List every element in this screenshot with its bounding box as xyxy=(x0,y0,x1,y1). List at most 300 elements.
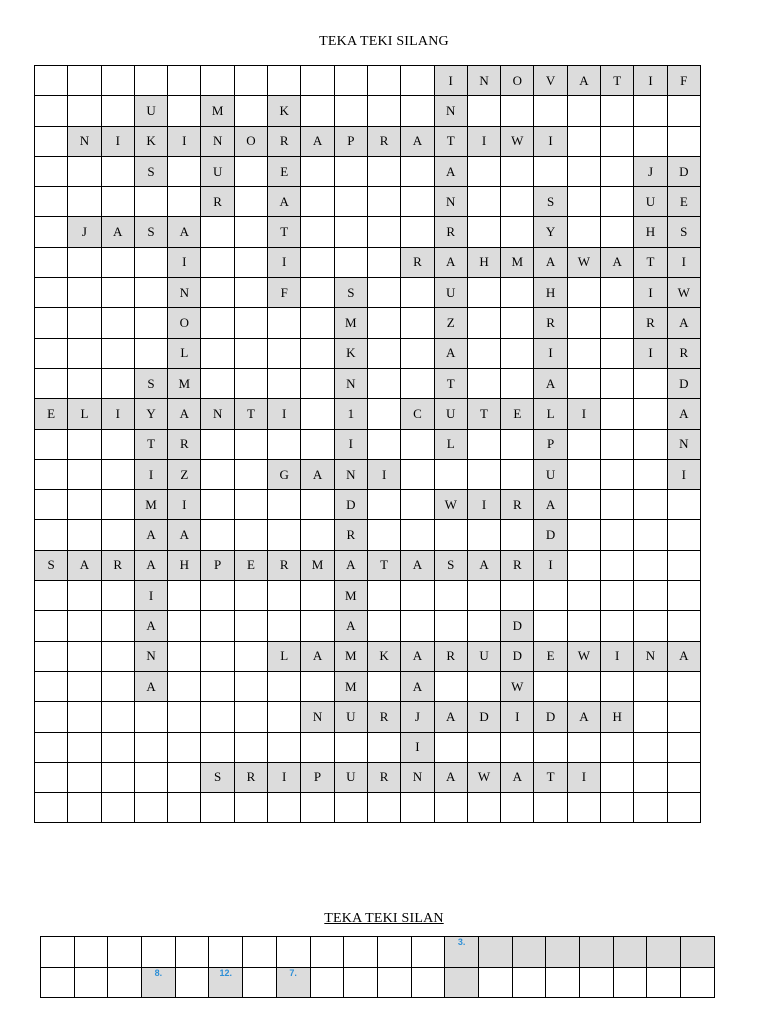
empty-cell[interactable] xyxy=(142,937,176,968)
letter-cell[interactable]: A xyxy=(534,490,567,520)
letter-cell[interactable]: W xyxy=(567,641,600,671)
empty-cell[interactable] xyxy=(601,611,634,641)
empty-cell[interactable] xyxy=(634,732,667,762)
empty-cell[interactable] xyxy=(68,732,101,762)
empty-cell[interactable] xyxy=(234,66,267,96)
empty-cell[interactable] xyxy=(35,581,68,611)
empty-cell[interactable] xyxy=(101,581,134,611)
letter-cell[interactable]: D xyxy=(467,702,500,732)
empty-cell[interactable] xyxy=(101,702,134,732)
letter-cell[interactable]: R xyxy=(334,520,367,550)
empty-cell[interactable] xyxy=(101,338,134,368)
empty-cell[interactable] xyxy=(501,278,534,308)
letter-cell[interactable]: M xyxy=(134,490,167,520)
letter-cell[interactable]: A xyxy=(168,217,201,247)
empty-cell[interactable] xyxy=(647,967,681,998)
letter-cell[interactable]: T xyxy=(434,126,467,156)
empty-cell[interactable] xyxy=(268,66,301,96)
clue-number-cell[interactable]: 7. xyxy=(276,967,310,998)
empty-cell[interactable] xyxy=(35,490,68,520)
empty-cell[interactable] xyxy=(501,308,534,338)
empty-cell[interactable] xyxy=(567,459,600,489)
empty-cell[interactable] xyxy=(601,308,634,338)
empty-cell[interactable] xyxy=(68,490,101,520)
empty-cell[interactable] xyxy=(268,368,301,398)
letter-cell[interactable]: T xyxy=(367,550,400,580)
letter-cell[interactable]: U xyxy=(134,96,167,126)
letter-cell[interactable]: U xyxy=(534,459,567,489)
empty-cell[interactable] xyxy=(301,793,334,823)
empty-cell[interactable] xyxy=(667,671,700,701)
empty-cell[interactable] xyxy=(367,187,400,217)
empty-cell[interactable] xyxy=(367,581,400,611)
letter-cell[interactable]: A xyxy=(501,762,534,792)
empty-cell[interactable] xyxy=(344,937,378,968)
empty-cell[interactable] xyxy=(168,66,201,96)
letter-cell[interactable]: T xyxy=(601,66,634,96)
letter-cell[interactable]: I xyxy=(168,490,201,520)
empty-cell[interactable] xyxy=(101,611,134,641)
empty-cell[interactable] xyxy=(567,671,600,701)
clue-number-cell[interactable]: 12. xyxy=(209,967,243,998)
empty-cell[interactable] xyxy=(301,156,334,186)
empty-cell[interactable] xyxy=(68,581,101,611)
letter-cell[interactable]: P xyxy=(301,762,334,792)
letter-cell[interactable]: I xyxy=(534,550,567,580)
letter-cell[interactable]: I xyxy=(401,732,434,762)
letter-cell[interactable]: I xyxy=(334,429,367,459)
letter-cell[interactable]: L xyxy=(434,429,467,459)
letter-cell[interactable]: I xyxy=(667,459,700,489)
letter-cell[interactable]: W xyxy=(567,247,600,277)
empty-cell[interactable] xyxy=(175,937,209,968)
empty-cell[interactable] xyxy=(367,308,400,338)
empty-cell[interactable] xyxy=(501,338,534,368)
empty-cell[interactable] xyxy=(367,156,400,186)
letter-cell[interactable]: N xyxy=(68,126,101,156)
letter-cell[interactable]: A xyxy=(467,550,500,580)
letter-cell[interactable]: H xyxy=(467,247,500,277)
empty-cell[interactable] xyxy=(377,967,411,998)
empty-cell[interactable] xyxy=(367,611,400,641)
letter-cell[interactable]: A xyxy=(101,217,134,247)
empty-cell[interactable] xyxy=(276,937,310,968)
letter-cell[interactable]: N xyxy=(667,429,700,459)
empty-cell[interactable] xyxy=(634,762,667,792)
empty-cell[interactable] xyxy=(401,338,434,368)
empty-cell[interactable] xyxy=(234,459,267,489)
empty-cell[interactable] xyxy=(401,278,434,308)
letter-cell[interactable]: D xyxy=(534,702,567,732)
empty-cell[interactable] xyxy=(35,66,68,96)
letter-cell[interactable]: O xyxy=(168,308,201,338)
empty-cell[interactable] xyxy=(647,937,681,968)
empty-cell[interactable] xyxy=(667,732,700,762)
empty-cell[interactable] xyxy=(168,156,201,186)
empty-cell[interactable] xyxy=(201,429,234,459)
letter-cell[interactable]: P xyxy=(534,429,567,459)
empty-cell[interactable] xyxy=(334,187,367,217)
empty-cell[interactable] xyxy=(667,702,700,732)
letter-cell[interactable]: S xyxy=(434,550,467,580)
empty-cell[interactable] xyxy=(601,459,634,489)
empty-cell[interactable] xyxy=(35,278,68,308)
empty-cell[interactable] xyxy=(467,338,500,368)
empty-cell[interactable] xyxy=(601,732,634,762)
letter-cell[interactable]: H xyxy=(601,702,634,732)
letter-cell[interactable]: I xyxy=(534,338,567,368)
empty-cell[interactable] xyxy=(201,459,234,489)
empty-cell[interactable] xyxy=(268,338,301,368)
empty-cell[interactable] xyxy=(567,490,600,520)
empty-cell[interactable] xyxy=(301,520,334,550)
letter-cell[interactable]: E xyxy=(35,399,68,429)
empty-cell[interactable] xyxy=(601,217,634,247)
letter-cell[interactable]: Y xyxy=(534,217,567,247)
empty-cell[interactable] xyxy=(367,96,400,126)
empty-cell[interactable] xyxy=(35,429,68,459)
letter-cell[interactable]: S xyxy=(534,187,567,217)
letter-cell[interactable]: H xyxy=(634,217,667,247)
empty-cell[interactable] xyxy=(201,66,234,96)
empty-cell[interactable] xyxy=(168,793,201,823)
letter-cell[interactable]: U xyxy=(334,702,367,732)
empty-cell[interactable] xyxy=(567,126,600,156)
letter-cell[interactable]: M xyxy=(168,368,201,398)
letter-cell[interactable]: D xyxy=(501,611,534,641)
empty-cell[interactable] xyxy=(478,967,512,998)
empty-cell[interactable] xyxy=(41,967,75,998)
letter-cell[interactable]: N xyxy=(434,96,467,126)
empty-cell[interactable] xyxy=(35,641,68,671)
empty-cell[interactable] xyxy=(74,967,108,998)
empty-cell[interactable] xyxy=(634,611,667,641)
letter-cell[interactable]: S xyxy=(134,368,167,398)
empty-cell[interactable] xyxy=(234,671,267,701)
empty-cell[interactable] xyxy=(334,247,367,277)
letter-cell[interactable]: S xyxy=(134,156,167,186)
empty-cell[interactable] xyxy=(301,732,334,762)
empty-cell[interactable] xyxy=(580,937,614,968)
empty-cell[interactable] xyxy=(168,611,201,641)
empty-cell[interactable] xyxy=(567,429,600,459)
empty-cell[interactable] xyxy=(567,308,600,338)
letter-cell[interactable]: A xyxy=(434,156,467,186)
empty-cell[interactable] xyxy=(567,793,600,823)
empty-cell[interactable] xyxy=(334,793,367,823)
letter-cell[interactable]: W xyxy=(501,671,534,701)
letter-cell[interactable]: N xyxy=(134,641,167,671)
letter-cell[interactable]: A xyxy=(134,611,167,641)
empty-cell[interactable] xyxy=(367,520,400,550)
empty-cell[interactable] xyxy=(201,702,234,732)
empty-cell[interactable] xyxy=(534,671,567,701)
letter-cell[interactable]: I xyxy=(268,762,301,792)
empty-cell[interactable] xyxy=(108,937,142,968)
letter-cell[interactable]: I xyxy=(434,66,467,96)
empty-cell[interactable] xyxy=(301,368,334,398)
letter-cell[interactable]: I xyxy=(501,702,534,732)
letter-cell[interactable]: M xyxy=(334,581,367,611)
letter-cell[interactable]: I xyxy=(134,581,167,611)
empty-cell[interactable] xyxy=(367,793,400,823)
empty-cell[interactable] xyxy=(301,581,334,611)
empty-cell[interactable] xyxy=(601,278,634,308)
empty-cell[interactable] xyxy=(401,459,434,489)
letter-cell[interactable]: Z xyxy=(434,308,467,338)
letter-cell[interactable]: A xyxy=(134,671,167,701)
empty-cell[interactable] xyxy=(634,490,667,520)
empty-cell[interactable] xyxy=(334,156,367,186)
empty-cell[interactable] xyxy=(301,490,334,520)
letter-cell[interactable]: W xyxy=(501,126,534,156)
letter-cell[interactable]: O xyxy=(234,126,267,156)
letter-cell[interactable]: A xyxy=(134,550,167,580)
empty-cell[interactable] xyxy=(234,581,267,611)
empty-cell[interactable] xyxy=(580,967,614,998)
letter-cell[interactable]: K xyxy=(134,126,167,156)
letter-cell[interactable]: M xyxy=(501,247,534,277)
letter-cell[interactable]: A xyxy=(434,762,467,792)
empty-cell[interactable] xyxy=(234,308,267,338)
empty-cell[interactable] xyxy=(268,429,301,459)
empty-cell[interactable] xyxy=(601,793,634,823)
empty-cell[interactable] xyxy=(101,490,134,520)
empty-cell[interactable] xyxy=(667,611,700,641)
empty-cell[interactable] xyxy=(401,66,434,96)
empty-cell[interactable] xyxy=(201,581,234,611)
empty-cell[interactable] xyxy=(101,641,134,671)
letter-cell[interactable]: D xyxy=(534,520,567,550)
empty-cell[interactable] xyxy=(401,581,434,611)
letter-cell[interactable]: R xyxy=(501,550,534,580)
letter-cell[interactable]: J xyxy=(68,217,101,247)
empty-cell[interactable] xyxy=(201,671,234,701)
letter-cell[interactable]: I xyxy=(168,126,201,156)
empty-cell[interactable] xyxy=(101,368,134,398)
empty-cell[interactable] xyxy=(467,611,500,641)
empty-cell[interactable] xyxy=(201,247,234,277)
empty-cell[interactable] xyxy=(567,611,600,641)
empty-cell[interactable] xyxy=(301,399,334,429)
letter-cell[interactable]: I xyxy=(268,399,301,429)
letter-cell[interactable]: A xyxy=(401,126,434,156)
empty-cell[interactable] xyxy=(234,278,267,308)
empty-cell[interactable] xyxy=(301,217,334,247)
letter-cell[interactable]: T xyxy=(467,399,500,429)
empty-cell[interactable] xyxy=(301,66,334,96)
empty-cell[interactable] xyxy=(634,671,667,701)
letter-cell[interactable]: A xyxy=(68,550,101,580)
empty-cell[interactable] xyxy=(534,732,567,762)
empty-cell[interactable] xyxy=(35,459,68,489)
empty-cell[interactable] xyxy=(434,793,467,823)
empty-cell[interactable] xyxy=(334,732,367,762)
letter-cell[interactable]: I xyxy=(467,126,500,156)
letter-cell[interactable]: R xyxy=(401,247,434,277)
letter-cell[interactable]: T xyxy=(134,429,167,459)
empty-cell[interactable] xyxy=(301,611,334,641)
letter-cell[interactable]: L xyxy=(168,338,201,368)
letter-cell[interactable]: A xyxy=(567,66,600,96)
empty-cell[interactable] xyxy=(175,967,209,998)
empty-cell[interactable] xyxy=(667,96,700,126)
empty-cell[interactable] xyxy=(201,217,234,247)
empty-cell[interactable] xyxy=(35,732,68,762)
empty-cell[interactable] xyxy=(567,187,600,217)
empty-cell[interactable] xyxy=(613,937,647,968)
letter-cell[interactable]: A xyxy=(534,247,567,277)
empty-cell[interactable] xyxy=(268,490,301,520)
clue-number-cell[interactable]: 8. xyxy=(142,967,176,998)
empty-cell[interactable] xyxy=(401,96,434,126)
empty-cell[interactable] xyxy=(268,793,301,823)
empty-cell[interactable] xyxy=(634,581,667,611)
empty-cell[interactable] xyxy=(501,793,534,823)
letter-cell[interactable]: A xyxy=(401,641,434,671)
empty-cell[interactable] xyxy=(634,793,667,823)
empty-cell[interactable] xyxy=(268,732,301,762)
letter-cell[interactable]: R xyxy=(534,308,567,338)
letter-cell[interactable]: T xyxy=(534,762,567,792)
empty-cell[interactable] xyxy=(168,581,201,611)
letter-cell[interactable]: S xyxy=(35,550,68,580)
empty-cell[interactable] xyxy=(134,247,167,277)
letter-cell[interactable]: 1 xyxy=(334,399,367,429)
empty-cell[interactable] xyxy=(512,937,546,968)
empty-cell[interactable] xyxy=(35,96,68,126)
empty-cell[interactable] xyxy=(101,429,134,459)
empty-cell[interactable] xyxy=(35,793,68,823)
empty-cell[interactable] xyxy=(467,793,500,823)
empty-cell[interactable] xyxy=(401,520,434,550)
empty-cell[interactable] xyxy=(667,126,700,156)
empty-cell[interactable] xyxy=(634,399,667,429)
empty-cell[interactable] xyxy=(467,187,500,217)
empty-cell[interactable] xyxy=(68,278,101,308)
empty-cell[interactable] xyxy=(101,278,134,308)
empty-cell[interactable] xyxy=(601,429,634,459)
letter-cell[interactable]: N xyxy=(434,187,467,217)
empty-cell[interactable] xyxy=(35,671,68,701)
empty-cell[interactable] xyxy=(301,338,334,368)
letter-cell[interactable]: U xyxy=(467,641,500,671)
empty-cell[interactable] xyxy=(35,247,68,277)
empty-cell[interactable] xyxy=(201,732,234,762)
empty-cell[interactable] xyxy=(134,702,167,732)
empty-cell[interactable] xyxy=(634,550,667,580)
letter-cell[interactable]: A xyxy=(667,399,700,429)
empty-cell[interactable] xyxy=(501,368,534,398)
empty-cell[interactable] xyxy=(601,96,634,126)
letter-cell[interactable]: G xyxy=(268,459,301,489)
empty-cell[interactable] xyxy=(101,156,134,186)
empty-cell[interactable] xyxy=(68,96,101,126)
empty-cell[interactable] xyxy=(401,490,434,520)
empty-cell[interactable] xyxy=(168,641,201,671)
empty-cell[interactable] xyxy=(401,217,434,247)
letter-cell[interactable]: N xyxy=(201,399,234,429)
letter-cell[interactable]: A xyxy=(434,702,467,732)
empty-cell[interactable] xyxy=(467,96,500,126)
empty-cell[interactable] xyxy=(334,96,367,126)
clue-number-cell[interactable]: 3. xyxy=(445,937,479,968)
empty-cell[interactable] xyxy=(234,368,267,398)
letter-cell[interactable]: T xyxy=(234,399,267,429)
empty-cell[interactable] xyxy=(501,459,534,489)
empty-cell[interactable] xyxy=(411,967,445,998)
empty-cell[interactable] xyxy=(667,550,700,580)
empty-cell[interactable] xyxy=(234,702,267,732)
letter-cell[interactable]: C xyxy=(401,399,434,429)
letter-cell[interactable]: A xyxy=(301,459,334,489)
empty-cell[interactable] xyxy=(101,308,134,338)
empty-cell[interactable] xyxy=(234,641,267,671)
letter-cell[interactable]: A xyxy=(434,338,467,368)
empty-cell[interactable] xyxy=(134,308,167,338)
empty-cell[interactable] xyxy=(101,247,134,277)
letter-cell[interactable]: R xyxy=(268,126,301,156)
empty-cell[interactable] xyxy=(467,278,500,308)
letter-cell[interactable]: U xyxy=(634,187,667,217)
letter-cell[interactable]: S xyxy=(334,278,367,308)
letter-cell[interactable]: R xyxy=(234,762,267,792)
empty-cell[interactable] xyxy=(268,581,301,611)
empty-cell[interactable] xyxy=(601,399,634,429)
empty-cell[interactable] xyxy=(401,368,434,398)
empty-cell[interactable] xyxy=(401,611,434,641)
empty-cell[interactable] xyxy=(501,187,534,217)
empty-cell[interactable] xyxy=(567,217,600,247)
empty-cell[interactable] xyxy=(35,156,68,186)
letter-cell[interactable]: A xyxy=(168,399,201,429)
empty-cell[interactable] xyxy=(546,967,580,998)
empty-cell[interactable] xyxy=(634,126,667,156)
empty-cell[interactable] xyxy=(478,937,512,968)
empty-cell[interactable] xyxy=(101,793,134,823)
empty-cell[interactable] xyxy=(68,247,101,277)
empty-cell[interactable] xyxy=(234,429,267,459)
empty-cell[interactable] xyxy=(512,967,546,998)
empty-cell[interactable] xyxy=(301,308,334,338)
empty-cell[interactable] xyxy=(168,702,201,732)
letter-cell[interactable]: Y xyxy=(134,399,167,429)
empty-cell[interactable] xyxy=(168,96,201,126)
letter-cell[interactable]: P xyxy=(334,126,367,156)
letter-cell[interactable]: P xyxy=(201,550,234,580)
empty-cell[interactable] xyxy=(601,762,634,792)
empty-cell[interactable] xyxy=(68,338,101,368)
empty-cell[interactable] xyxy=(310,937,344,968)
letter-cell[interactable]: N xyxy=(334,459,367,489)
empty-cell[interactable] xyxy=(168,671,201,701)
empty-cell[interactable] xyxy=(134,66,167,96)
empty-cell[interactable] xyxy=(35,611,68,641)
letter-cell[interactable]: J xyxy=(634,156,667,186)
empty-cell[interactable] xyxy=(467,581,500,611)
empty-cell[interactable] xyxy=(367,368,400,398)
empty-cell[interactable] xyxy=(434,671,467,701)
empty-cell[interactable] xyxy=(567,96,600,126)
letter-cell[interactable]: K xyxy=(268,96,301,126)
letter-cell[interactable]: I xyxy=(168,247,201,277)
empty-cell[interactable] xyxy=(601,581,634,611)
letter-cell[interactable]: S xyxy=(201,762,234,792)
letter-cell[interactable]: N xyxy=(334,368,367,398)
empty-cell[interactable] xyxy=(234,793,267,823)
empty-cell[interactable] xyxy=(35,702,68,732)
letter-cell[interactable]: V xyxy=(534,66,567,96)
